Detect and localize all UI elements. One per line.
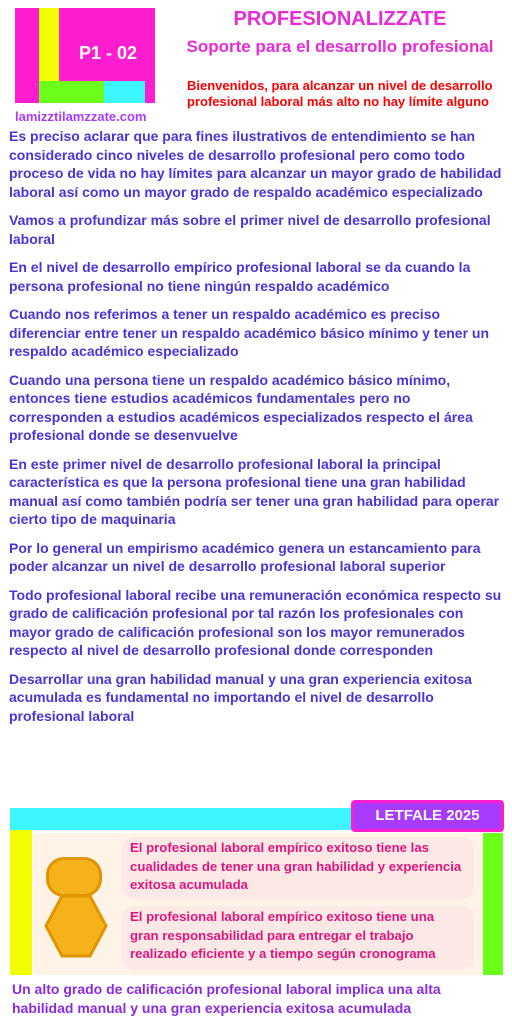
- paragraph: Vamos a profundizar más sobre el primer nivel de desarrollo profesional laboral: [9, 212, 491, 247]
- main-content: [9, 127, 503, 735]
- right-green-bar: [483, 833, 503, 975]
- summary-card: [122, 906, 474, 970]
- summary-card-text: El profesional laboral empírico exitoso tiene las cualidades de tener una gran habilidad y experiencia exitosa acumulada: [130, 840, 462, 892]
- paragraph: En este primer nivel de desarrollo profesional laboral la principal característica es que la persona profesional tiene una gran habilidad manual así como también podría ser tener una gran habilidad para operar cierto tipo de maquinaria: [9, 455, 500, 527]
- left-yellow-bar: [10, 830, 32, 975]
- person-body-icon: [44, 894, 108, 958]
- person-head-icon: [46, 857, 102, 897]
- summary-card: [122, 837, 474, 899]
- page-subtitle: Soporte para el desarrollo profesional: [186, 37, 494, 56]
- page-title: PROFESIONALIZZATE: [233, 8, 447, 30]
- paragraph: En el nivel de desarrollo empírico profesional laboral se da cuando la persona profesional no tiene ningún respaldo académico: [9, 259, 471, 294]
- site-url[interactable]: lamizztilamzzate.com: [15, 109, 147, 124]
- welcome-message: Bienvenidos, para alcanzar un nivel de desarrollo profesional laboral más alto no hay límite alguno: [187, 78, 493, 109]
- paragraph: Por lo general un empirismo académico genera un estancamiento para poder alcanzar un nivel de desarrollo profesional laboral superior: [9, 539, 481, 574]
- paragraph: Es preciso aclarar que para fines ilustrativos de entendimiento se han considerado cinco niveles de desarrollo profesional pero como todo proceso de vida no hay límites para alcanzar un mayor grado de habilidad laboral así como un mayor grado de respaldo académico especializado: [9, 128, 502, 200]
- logo-label: P1 - 02: [79, 43, 138, 63]
- logo: [15, 8, 155, 103]
- footer-statement: Un alto grado de calificación profesional laboral implica una alta habilidad manual y una gran experiencia exitosa acumulada: [12, 981, 441, 1016]
- paragraph: Cuando nos referimos a tener un respaldo académico es preciso diferenciar entre tener un respaldo académico básico mínimo y tener un respaldo académico especializado: [9, 306, 490, 359]
- summary-card-text: El profesional laboral empírico exitoso tiene una gran responsabilidad para entregar el trabajo realizado eficiente y a tiempo según cronograma: [130, 909, 436, 961]
- paragraph: Todo profesional laboral recibe una remuneración económica respecto su grado de calificación profesional por tal razón los profesionales con mayor grado de calificación profesional son los mayor remunerados respecto al nivel de desarrollo profesional donde corresponden: [9, 586, 502, 658]
- logo-green-bar: [39, 81, 104, 103]
- logo-cyan-bar: [104, 81, 145, 103]
- paragraph: Cuando una persona tiene un respaldo académico básico mínimo, entonces tiene estudios académicos fundamentales pero no corresponden a estudios académicos especializados respecto el área profesional donde se desenvuelve: [9, 371, 473, 443]
- year-badge: LETFALE 2025: [351, 800, 504, 832]
- paragraph: Desarrollar una gran habilidad manual y una gran experiencia exitosa acumulada es fundamental no importando el nivel de desarrollo profesional laboral: [9, 670, 472, 724]
